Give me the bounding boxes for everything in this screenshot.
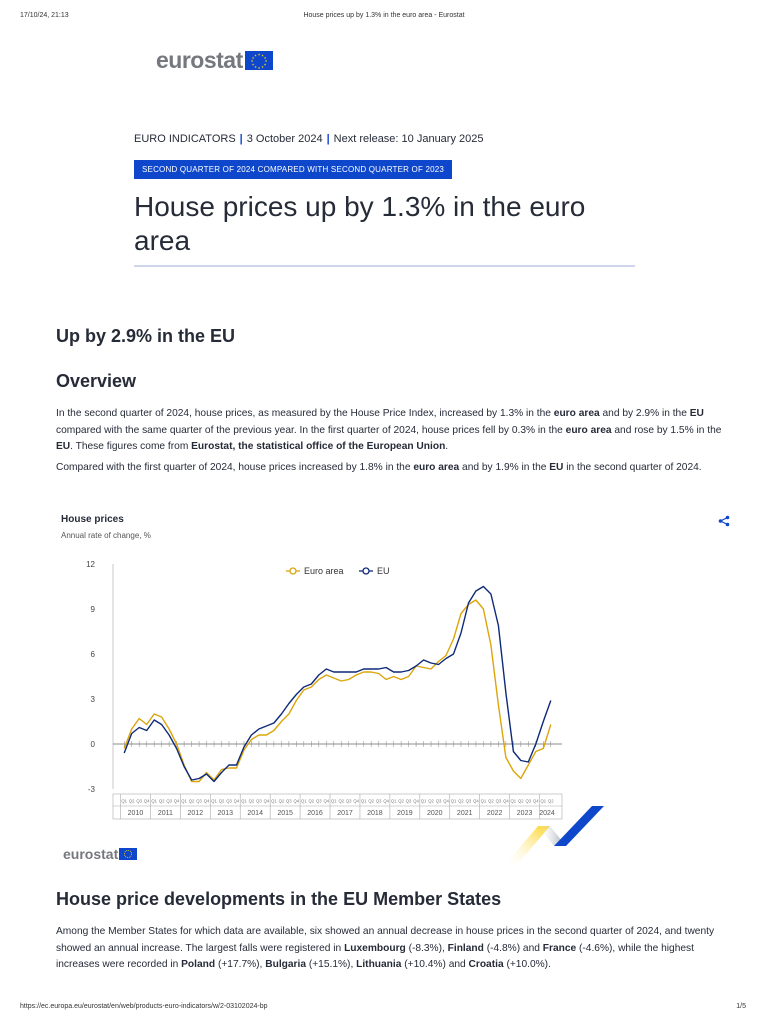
meta-separator: |: [239, 133, 243, 145]
x-tick-label: Q3: [405, 798, 412, 804]
house-price-chart: [0, 550, 620, 830]
chart-source-logo: [63, 846, 137, 862]
x-tick-label: Q1: [390, 798, 397, 804]
x-tick-label: Q1: [301, 798, 307, 804]
x-tick-label: Q4: [383, 798, 389, 804]
page-title: House prices up by 1.3% in the euro area: [134, 191, 586, 256]
year-label: 2012: [187, 810, 204, 817]
svg-text:★: ★: [250, 59, 254, 64]
year-label: 2010: [127, 810, 144, 817]
x-tick-label: Q2: [128, 798, 135, 804]
legend-swatch-marker: [290, 568, 296, 574]
logo-wordmark: eurostat: [63, 846, 119, 862]
year-label: 2024: [539, 810, 555, 817]
x-tick-label: Q3: [136, 798, 142, 804]
x-tick-label: Q2: [518, 798, 524, 804]
chart-subtitle: Annual rate of change, %: [61, 531, 151, 540]
x-tick-label: Q2: [218, 798, 225, 804]
overview-paragraph-1: In the second quarter of 2024, house prices, as measured by the House Price Index, increased by 1.3% in the euro area and by 2.9% in the EU compared with the same quarter of the previous year. In the first quarter of 2024, house prices fell by 0.3% in the euro area and rose by 1.5% in the EU. These figures come from Eurostat, the statistical office of the European Union.: [56, 408, 722, 452]
y-tick-label: 9: [90, 605, 95, 614]
eurostat-logo[interactable]: [156, 47, 273, 74]
x-tick-label: Q3: [435, 798, 442, 804]
y-tick-label: 3: [90, 695, 95, 704]
x-tick-label: Q4: [533, 798, 539, 804]
x-tick-label: Q1: [330, 798, 337, 804]
x-tick-label: Q2: [188, 798, 195, 804]
meta-separator: |: [326, 133, 330, 145]
year-label: 2021: [456, 810, 473, 817]
x-tick-label: Q4: [353, 798, 360, 804]
x-tick-label: Q3: [315, 798, 322, 804]
print-header: [0, 12, 768, 22]
x-tick-label: Q2: [547, 798, 554, 804]
overview-paragraph-2: Compared with the first quarter of 2024, house prices increased by 1.8% in the euro area and by 1.9% in the EU in the second quarter of 2024.: [56, 462, 702, 473]
release-date: 3 October 2024: [246, 133, 323, 145]
x-tick-label: Q3: [196, 798, 202, 804]
year-label: 2017: [337, 810, 353, 817]
x-tick-label: Q3: [465, 798, 472, 804]
x-tick-label: Q2: [458, 798, 464, 804]
svg-text:★: ★: [260, 64, 264, 69]
overview-heading: Overview: [56, 371, 137, 391]
x-tick-label: Q4: [473, 798, 479, 804]
svg-text:★: ★: [257, 52, 261, 57]
x-tick-label: Q1: [450, 798, 457, 804]
x-tick-label: Q2: [308, 798, 315, 804]
y-tick-label: -3: [87, 785, 95, 794]
next-release: Next release: 10 January 2025: [333, 133, 484, 145]
x-tick-label: Q1: [360, 798, 367, 804]
svg-text:★: ★: [251, 56, 255, 60]
x-tick-label: Q2: [488, 798, 494, 804]
svg-text:★: ★: [251, 62, 255, 67]
x-tick-label: Q1: [211, 798, 217, 804]
x-tick-label: Q4: [503, 798, 509, 804]
x-tick-label: Q4: [233, 798, 240, 804]
year-label: 2015: [277, 810, 293, 817]
print-datetime: 17/10/24, 21:13: [20, 12, 69, 19]
svg-text:★: ★: [264, 59, 268, 64]
year-label: 2018: [367, 810, 383, 817]
x-tick-label: Q3: [286, 798, 292, 804]
y-tick-label: 0: [90, 740, 95, 749]
page-subtitle: Up by 2.9% in the EU: [56, 326, 236, 346]
legend-swatch-marker: [363, 568, 369, 574]
x-tick-label: Q1: [121, 798, 128, 804]
chart-title: House prices: [61, 514, 124, 525]
x-tick-label: Q4: [413, 798, 419, 804]
member-states-paragraph: Among the Member States for which data are available, six showed an annual decrease in house prices in the second quarter of 2024, and twenty showed an annual increase. The largest falls were registered in Luxembourg (-8.3%), Finland (-4.8%) and France (-4.6%), while the highest increases were recorded in Poland (+17.7%), Bulgaria (+15.1%), Lithuania (+10.4%) and Croatia (+10.0%).: [56, 926, 715, 970]
x-tick-label: Q1: [480, 798, 487, 804]
title-divider: [134, 265, 635, 267]
year-label: 2011: [157, 810, 173, 817]
x-tick-label: Q2: [338, 798, 345, 804]
x-tick-label: Q1: [540, 798, 547, 804]
x-tick-label: Q4: [173, 798, 180, 804]
x-tick-label: Q3: [256, 798, 262, 804]
print-doc-title: House prices up by 1.3% in the euro area - Eurostat: [303, 12, 465, 19]
x-tick-label: Q2: [428, 798, 434, 804]
legend-label: Euro area: [304, 566, 344, 576]
x-tick-label: Q3: [525, 798, 532, 804]
x-tick-label: Q2: [398, 798, 404, 804]
y-tick-label: 6: [90, 650, 95, 659]
indicator-category: EURO INDICATORS: [134, 133, 236, 145]
x-tick-label: Q1: [420, 798, 427, 804]
svg-text:★: ★: [253, 53, 257, 58]
x-tick-label: Q4: [143, 798, 150, 804]
x-tick-label: Q4: [323, 798, 330, 804]
series-line-euro-area: [124, 600, 551, 782]
logo-wordmark: eurostat: [156, 47, 243, 73]
page-number: 1/5: [736, 1003, 746, 1010]
svg-text:★: ★: [253, 64, 257, 69]
year-label: 2013: [217, 810, 234, 817]
decorative-chevron-graphic: [500, 804, 610, 868]
x-tick-label: Q3: [375, 798, 382, 804]
x-tick-label: Q2: [368, 798, 374, 804]
year-label: 2019: [397, 810, 413, 817]
year-label: 2022: [486, 810, 503, 817]
print-url: https://ec.europa.eu/eurostat/en/web/products-euro-indicators/w/2-03102024-bp: [20, 1003, 268, 1010]
period-badge: SECOND QUARTER OF 2024 COMPARED WITH SECOND QUARTER OF 2023: [134, 160, 452, 179]
x-tick-label: Q3: [166, 798, 172, 804]
member-states-heading: House price developments in the EU Member States: [56, 889, 502, 909]
x-tick-label: Q3: [345, 798, 352, 804]
eu-flag-icon: [245, 51, 273, 70]
x-tick-label: Q2: [278, 798, 285, 804]
svg-text:★: ★: [260, 53, 264, 58]
year-label: 2014: [247, 810, 263, 817]
year-label: 2020: [426, 810, 443, 817]
x-tick-label: Q1: [241, 798, 247, 804]
x-tick-label: Q4: [203, 798, 210, 804]
svg-text:★: ★: [263, 62, 267, 67]
x-tick-label: Q2: [158, 798, 165, 804]
x-tick-label: Q4: [263, 798, 270, 804]
series-line-eu: [124, 587, 551, 782]
legend-label: EU: [377, 566, 390, 576]
release-meta: [134, 133, 484, 145]
x-tick-label: Q2: [248, 798, 255, 804]
x-tick-label: Q1: [151, 798, 157, 804]
x-tick-label: Q4: [293, 798, 300, 804]
x-tick-label: Q3: [226, 798, 232, 804]
x-tick-label: Q1: [181, 798, 187, 804]
year-label: 2023: [516, 810, 533, 817]
year-label: 2016: [307, 810, 323, 817]
x-tick-label: Q4: [443, 798, 449, 804]
share-icon[interactable]: [717, 514, 731, 528]
eu-flag-icon: [119, 848, 137, 860]
x-tick-label: Q3: [495, 798, 502, 804]
svg-text:★: ★: [257, 65, 261, 70]
x-tick-label: Q1: [271, 798, 277, 804]
y-tick-label: 12: [86, 560, 95, 569]
x-tick-label: Q1: [510, 798, 517, 804]
svg-text:★: ★: [263, 56, 267, 60]
